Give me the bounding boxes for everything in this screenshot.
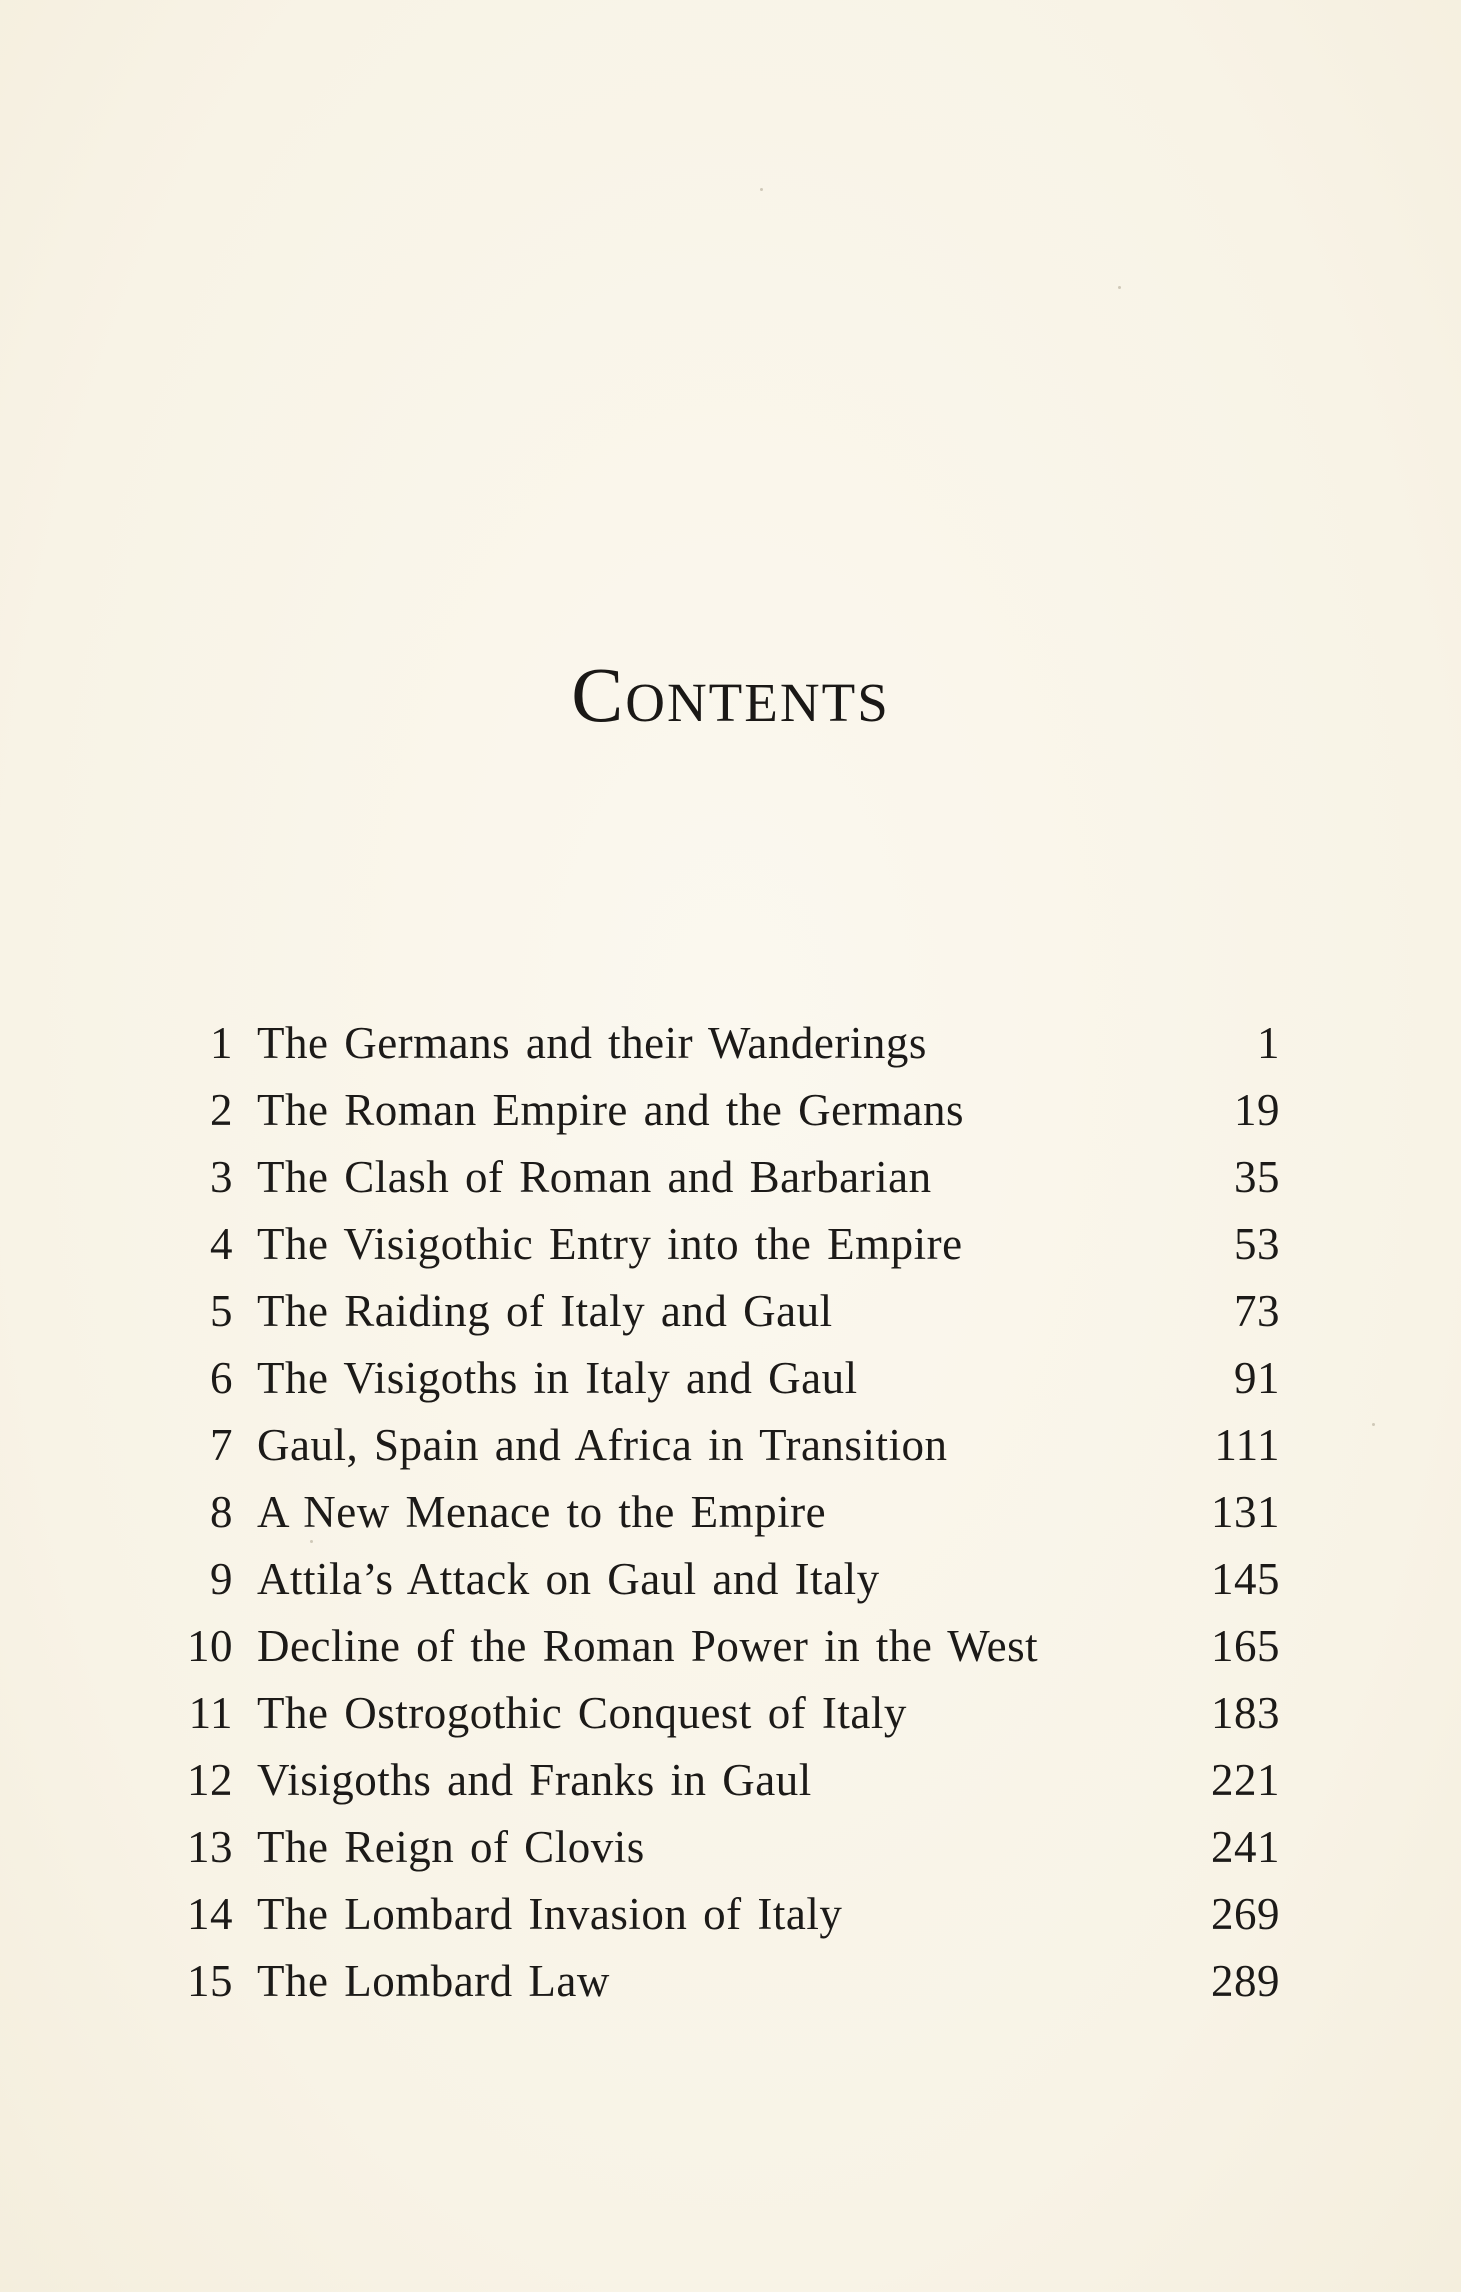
toc-entry bbox=[150, 1814, 1280, 1881]
page-number: 131 bbox=[1211, 1487, 1280, 1537]
toc-entry bbox=[150, 1412, 1280, 1479]
toc-entry bbox=[150, 1948, 1280, 2015]
toc-entry bbox=[150, 1211, 1280, 1278]
page-number: 221 bbox=[1211, 1755, 1280, 1805]
chapter-number: 5 bbox=[210, 1286, 233, 1336]
paper-speck bbox=[1372, 1423, 1375, 1426]
chapter-number: 10 bbox=[187, 1621, 233, 1671]
chapter-number: 9 bbox=[210, 1554, 233, 1604]
chapter-title: The Visigoths in Italy and Gaul bbox=[257, 1353, 858, 1403]
chapter-number: 1 bbox=[210, 1018, 233, 1068]
toc-entry bbox=[150, 1278, 1280, 1345]
chapter-title: Decline of the Roman Power in the West bbox=[257, 1621, 1039, 1671]
page-number: 91 bbox=[1234, 1353, 1280, 1403]
toc-entry bbox=[150, 1680, 1280, 1747]
page-number: 73 bbox=[1234, 1286, 1280, 1336]
page-number: 53 bbox=[1234, 1219, 1280, 1269]
chapter-number: 2 bbox=[210, 1085, 233, 1135]
chapter-title: The Raiding of Italy and Gaul bbox=[257, 1286, 833, 1336]
page-title: Contents bbox=[571, 651, 890, 739]
paper-speck bbox=[760, 188, 763, 191]
chapter-number: 12 bbox=[187, 1755, 233, 1805]
toc-entry bbox=[150, 1077, 1280, 1144]
chapter-number: 11 bbox=[188, 1688, 233, 1738]
toc-entry bbox=[150, 1747, 1280, 1814]
toc-entry bbox=[150, 1144, 1280, 1211]
page-number: 35 bbox=[1234, 1152, 1280, 1202]
toc-entry bbox=[150, 1613, 1280, 1680]
toc-entry bbox=[150, 1546, 1280, 1613]
chapter-title: The Lombard Law bbox=[257, 1956, 610, 2006]
chapter-title: The Lombard Invasion of Italy bbox=[257, 1889, 843, 1939]
page-number: 1 bbox=[1257, 1018, 1280, 1068]
chapter-title: Attila’s Attack on Gaul and Italy bbox=[257, 1554, 880, 1604]
toc-entry bbox=[150, 1345, 1280, 1412]
toc-entry bbox=[150, 1479, 1280, 1546]
chapter-title: A New Menace to the Empire bbox=[257, 1487, 827, 1537]
page-number: 111 bbox=[1214, 1420, 1280, 1470]
chapter-title: Gaul, Spain and Africa in Transition bbox=[257, 1420, 948, 1470]
page-number: 241 bbox=[1211, 1822, 1280, 1872]
chapter-title: The Ostrogothic Conquest of Italy bbox=[257, 1688, 907, 1738]
chapter-number: 15 bbox=[187, 1956, 233, 2006]
paper-speck bbox=[1118, 286, 1121, 289]
chapter-number: 8 bbox=[210, 1487, 233, 1537]
chapter-title: The Roman Empire and the Germans bbox=[257, 1085, 965, 1135]
chapter-number: 3 bbox=[210, 1152, 233, 1202]
chapter-title: The Visigothic Entry into the Empire bbox=[257, 1219, 963, 1269]
chapter-title: Visigoths and Franks in Gaul bbox=[257, 1755, 812, 1805]
toc-entry bbox=[150, 1010, 1280, 1077]
toc-entry bbox=[150, 1881, 1280, 1948]
chapter-title: The Germans and their Wanderings bbox=[257, 1018, 927, 1068]
chapter-title: The Clash of Roman and Barbarian bbox=[257, 1152, 932, 1202]
page-number: 165 bbox=[1211, 1621, 1280, 1671]
table-of-contents bbox=[150, 1010, 1280, 2015]
chapter-number: 4 bbox=[210, 1219, 233, 1269]
chapter-title: The Reign of Clovis bbox=[257, 1822, 645, 1872]
page-number: 289 bbox=[1211, 1956, 1280, 2006]
page-number: 19 bbox=[1234, 1085, 1280, 1135]
chapter-number: 6 bbox=[210, 1353, 233, 1403]
page-number: 183 bbox=[1211, 1688, 1280, 1738]
chapter-number: 13 bbox=[187, 1822, 233, 1872]
page-number: 269 bbox=[1211, 1889, 1280, 1939]
chapter-number: 7 bbox=[210, 1420, 233, 1470]
page-number: 145 bbox=[1211, 1554, 1280, 1604]
chapter-number: 14 bbox=[187, 1889, 233, 1939]
